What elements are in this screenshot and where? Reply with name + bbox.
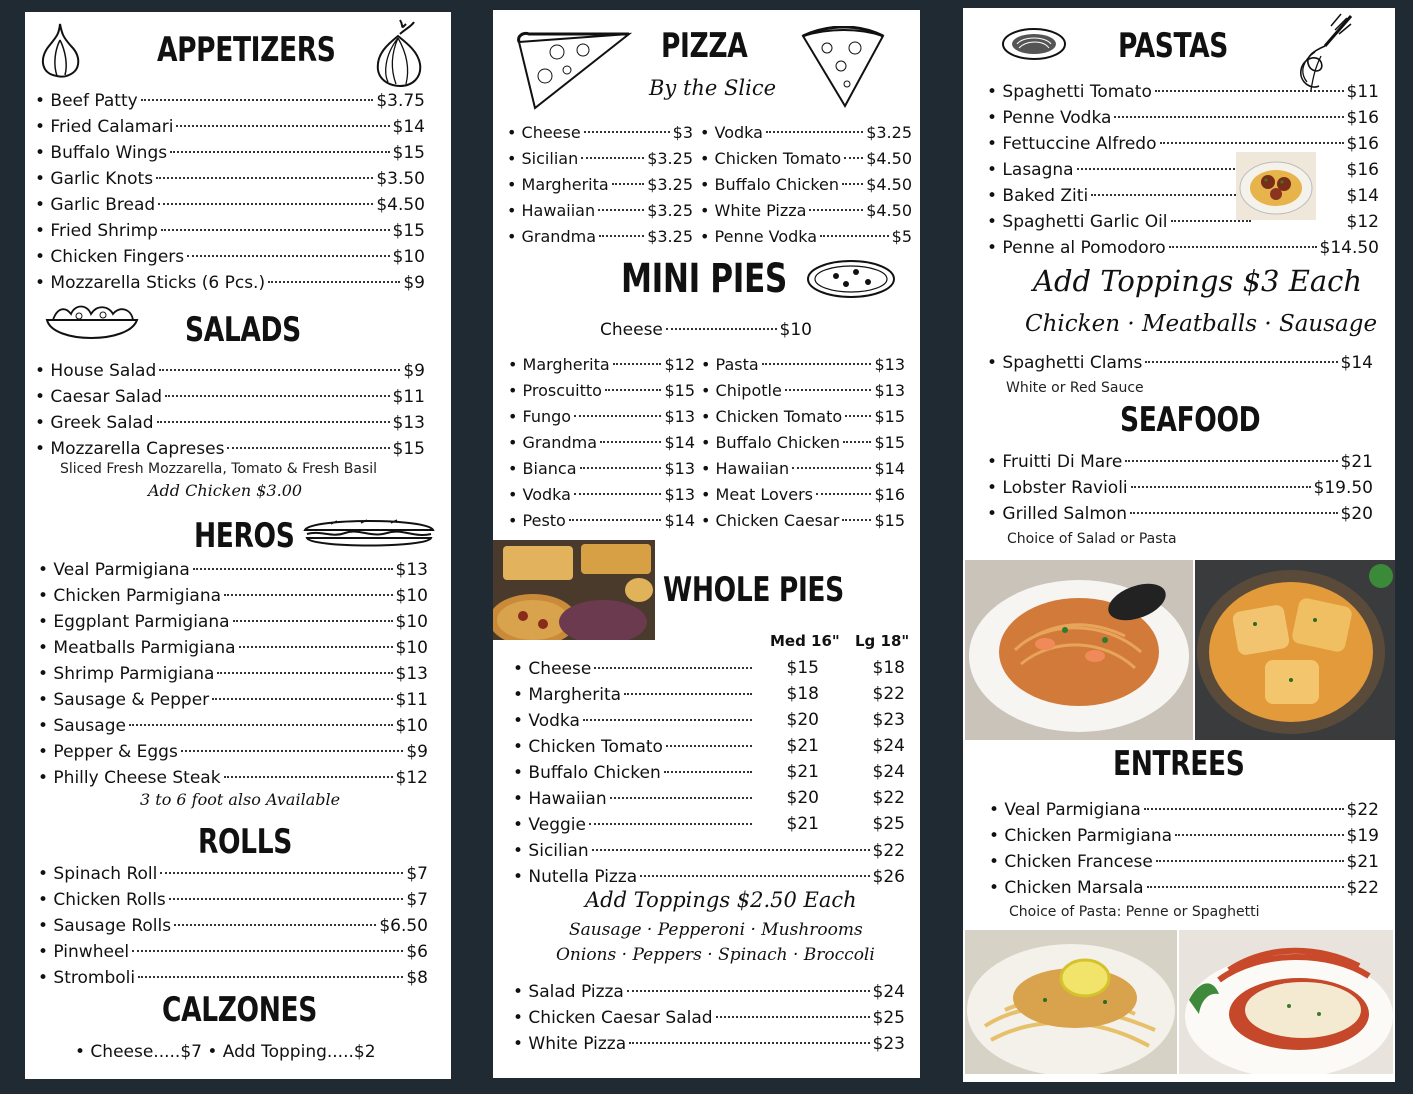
slice-item bbox=[700, 225, 912, 249]
lg-price: $22 bbox=[872, 684, 905, 704]
item-name: • Shrimp Parmigiana bbox=[38, 664, 215, 684]
item-price: $14 bbox=[874, 459, 905, 478]
item-price: $12 bbox=[395, 768, 428, 788]
item-price: $11 bbox=[1346, 82, 1379, 102]
item-name: • Sausage bbox=[38, 716, 126, 736]
whole-pie-item bbox=[513, 787, 755, 811]
item-price: $11 bbox=[395, 690, 428, 710]
item-price: $11 bbox=[392, 387, 425, 407]
item-price: $13 bbox=[874, 381, 905, 400]
item-price: $15 bbox=[874, 407, 905, 426]
salad-bowl-icon bbox=[43, 300, 141, 346]
item-name: • House Salad bbox=[35, 361, 157, 381]
item-name: • Hawaiian bbox=[507, 201, 596, 220]
heros-heading: HEROS bbox=[194, 516, 295, 556]
item-price: $9 bbox=[403, 273, 425, 293]
item-price: $15 bbox=[392, 221, 425, 241]
item-price: $23 bbox=[872, 1034, 905, 1054]
roll-item bbox=[38, 966, 428, 990]
hero-item bbox=[38, 610, 428, 634]
item-price: $4.50 bbox=[866, 201, 912, 220]
slice-item bbox=[507, 121, 693, 145]
item-price: $15 bbox=[664, 381, 695, 400]
seafood-item bbox=[987, 450, 1373, 474]
item-name: • Veggie bbox=[513, 815, 586, 835]
item-price: $3.25 bbox=[647, 149, 693, 168]
entree-item bbox=[989, 850, 1379, 874]
onion-icon bbox=[370, 16, 426, 88]
item-price: $13 bbox=[874, 355, 905, 374]
appetizer-item bbox=[35, 89, 425, 113]
whole-pie-special-item bbox=[513, 980, 905, 1004]
whole-pie-item bbox=[513, 657, 755, 681]
whole-pie-item bbox=[513, 865, 905, 889]
mini-pie-item bbox=[701, 483, 905, 507]
salad-item bbox=[35, 385, 425, 409]
med-price: $15 bbox=[786, 658, 819, 678]
appetizers-heading: APPETIZERS bbox=[157, 30, 336, 70]
mini-pie-item bbox=[508, 483, 695, 507]
item-name: • White Pizza bbox=[700, 201, 807, 220]
item-price: $6 bbox=[406, 942, 428, 962]
pasta-item bbox=[987, 158, 1379, 182]
item-name: • Fettuccine Alfredo bbox=[987, 134, 1157, 154]
item-name: • Margherita bbox=[507, 175, 609, 194]
salad-note: Sliced Fresh Mozzarella, Tomato & Fresh Basil bbox=[60, 461, 378, 477]
item-price: $14 bbox=[1346, 186, 1379, 206]
item-price: $12 bbox=[664, 355, 695, 374]
pizza-slice-icon bbox=[515, 30, 633, 112]
item-price: $22 bbox=[872, 841, 905, 861]
item-name: • Meat Lovers bbox=[701, 485, 813, 504]
item-name: • Penne Vodka bbox=[987, 108, 1112, 128]
item-price: $5 bbox=[891, 227, 912, 246]
item-name: • Sicilian bbox=[507, 149, 579, 168]
item-price: $9 bbox=[406, 742, 428, 762]
item-price: $24 bbox=[872, 982, 905, 1002]
lg-price: $24 bbox=[872, 762, 905, 782]
slice-item bbox=[700, 147, 912, 171]
item-name: • Chicken Caesar bbox=[701, 511, 840, 530]
item-name: • Fungo bbox=[508, 407, 572, 426]
item-price: $13 bbox=[395, 664, 428, 684]
item-name: • Vodka bbox=[700, 123, 763, 142]
item-name: • Chicken Parmigiana bbox=[989, 826, 1173, 846]
seafood-item bbox=[987, 502, 1373, 526]
pizza-slice-icon bbox=[799, 26, 887, 110]
item-name: • Vodka bbox=[513, 711, 580, 731]
salads-heading: SALADS bbox=[185, 310, 301, 350]
item-name: • Hawaiian bbox=[701, 459, 790, 478]
item-name: • Chicken Fingers bbox=[35, 247, 185, 267]
item-name: • Pesto bbox=[508, 511, 566, 530]
whole-pie-item bbox=[513, 735, 755, 759]
left-panel bbox=[25, 12, 451, 1079]
item-name: • Chipotle bbox=[701, 381, 782, 400]
item-price: $3 bbox=[672, 123, 693, 142]
col-med-label: Med 16" bbox=[770, 632, 840, 650]
item-name: • Lasagna bbox=[987, 160, 1074, 180]
appetizer-item bbox=[35, 193, 425, 217]
clams-row: • Spaghetti Clams $14 bbox=[987, 353, 1373, 373]
item-price: $26 bbox=[872, 867, 905, 887]
pasta-item bbox=[987, 80, 1379, 104]
item-name: • Philly Cheese Steak bbox=[38, 768, 221, 788]
whole-toppings-line2: Onions · Peppers · Spinach · Broccoli bbox=[556, 945, 875, 965]
item-price: $15 bbox=[392, 439, 425, 459]
pasta-item bbox=[987, 210, 1379, 234]
pasta-toppings-title: Add Toppings $3 Each bbox=[1033, 264, 1363, 298]
item-name: • Sausage & Pepper bbox=[38, 690, 210, 710]
item-price: $6.50 bbox=[379, 916, 428, 936]
item-price: $20 bbox=[1340, 504, 1373, 524]
item-name: • Eggplant Parmigiana bbox=[38, 612, 230, 632]
item-name: • Beef Patty bbox=[35, 91, 138, 111]
pizza-pie-icon bbox=[806, 258, 896, 300]
item-price: $10 bbox=[395, 716, 428, 736]
item-name: • Fried Shrimp bbox=[35, 221, 158, 241]
hero-item bbox=[38, 636, 428, 660]
calzones-heading: CALZONES bbox=[162, 990, 317, 1030]
med-price: $21 bbox=[786, 736, 819, 756]
item-name: • Caesar Salad bbox=[35, 387, 162, 407]
item-price: $10 bbox=[392, 247, 425, 267]
entree-item bbox=[989, 798, 1379, 822]
item-name: • Pinwheel bbox=[38, 942, 130, 962]
item-name: • Vodka bbox=[508, 485, 571, 504]
med-price: $21 bbox=[786, 762, 819, 782]
med-price: $20 bbox=[786, 710, 819, 730]
item-price: $9 bbox=[403, 361, 425, 381]
slice-item bbox=[507, 147, 693, 171]
pizza-subtitle: By the Slice bbox=[649, 76, 777, 100]
item-price: $4.50 bbox=[866, 149, 912, 168]
salad-item bbox=[35, 411, 425, 435]
pasta-item bbox=[987, 106, 1379, 130]
item-price: $4.50 bbox=[376, 195, 425, 215]
appetizer-item bbox=[35, 141, 425, 165]
hero-item bbox=[38, 558, 428, 582]
hero-item bbox=[38, 740, 428, 764]
entree-item bbox=[989, 876, 1379, 900]
appetizer-item bbox=[35, 115, 425, 139]
roll-item bbox=[38, 914, 428, 938]
mini-pie-item bbox=[508, 431, 695, 455]
lg-price: $23 bbox=[872, 710, 905, 730]
item-price: $21 bbox=[1340, 452, 1373, 472]
item-price: $16 bbox=[1346, 108, 1379, 128]
pasta-item bbox=[987, 236, 1379, 260]
pasta-plate-icon bbox=[1001, 26, 1067, 62]
seafood-heading: SEAFOOD bbox=[1120, 400, 1261, 440]
entrees-heading: ENTREES bbox=[1113, 744, 1245, 784]
lg-price: $22 bbox=[872, 788, 905, 808]
item-price: $13 bbox=[392, 413, 425, 433]
mini-pie-item bbox=[508, 353, 695, 377]
entree-item bbox=[989, 824, 1379, 848]
item-price: $13 bbox=[664, 485, 695, 504]
item-name: • Grilled Salmon bbox=[987, 504, 1128, 524]
seafood-pasta-photo bbox=[965, 560, 1193, 740]
item-name: • Baked Ziti bbox=[987, 186, 1089, 206]
roll-item bbox=[38, 888, 428, 912]
slice-item bbox=[507, 173, 693, 197]
item-price: $3.25 bbox=[647, 227, 693, 246]
item-name: • Lobster Ravioli bbox=[987, 478, 1128, 498]
item-name: • Penne Vodka bbox=[700, 227, 818, 246]
item-price: $7 bbox=[406, 890, 428, 910]
entrees-note: Choice of Pasta: Penne or Spaghetti bbox=[1009, 904, 1260, 920]
seafood-item bbox=[987, 476, 1373, 500]
item-name: • Bianca bbox=[508, 459, 577, 478]
item-price: $10 bbox=[395, 586, 428, 606]
item-name: • Penne al Pomodoro bbox=[987, 238, 1166, 258]
whole-pie-item bbox=[513, 709, 755, 733]
lg-price: $18 bbox=[872, 658, 905, 678]
slice-item bbox=[507, 225, 693, 249]
mini-pie-item bbox=[701, 457, 905, 481]
item-price: $16 bbox=[1346, 160, 1379, 180]
mini-pie-item bbox=[508, 457, 695, 481]
item-name: • Cheese bbox=[507, 123, 581, 142]
roll-item bbox=[38, 940, 428, 964]
item-price: $12 bbox=[1346, 212, 1379, 232]
whole-toppings-line1: Sausage · Pepperoni · Mushrooms bbox=[569, 920, 863, 940]
lobster-ravioli-photo bbox=[1195, 560, 1395, 740]
item-price: $3.25 bbox=[866, 123, 912, 142]
item-name: • Buffalo Chicken bbox=[700, 175, 840, 194]
slice-item bbox=[700, 199, 912, 223]
item-name: • Chicken Francese bbox=[989, 852, 1153, 872]
item-price: $3.25 bbox=[647, 175, 693, 194]
hero-item bbox=[38, 662, 428, 686]
item-price: $3.25 bbox=[647, 201, 693, 220]
clams-note: White or Red Sauce bbox=[1006, 380, 1144, 396]
item-name: • Fried Calamari bbox=[35, 117, 174, 137]
item-price: $22 bbox=[1346, 878, 1379, 898]
item-name: • Grandma bbox=[508, 433, 597, 452]
item-price: $16 bbox=[874, 485, 905, 504]
item-name: • Stromboli bbox=[38, 968, 136, 988]
item-name: • Chicken Tomato bbox=[513, 737, 663, 757]
item-price: $14 bbox=[664, 511, 695, 530]
item-price: $14 bbox=[664, 433, 695, 452]
item-name: • Mozzarella Capreses bbox=[35, 439, 225, 459]
seafood-note: Choice of Salad or Pasta bbox=[1007, 531, 1177, 547]
item-name: • Mozzarella Sticks (6 Pcs.) bbox=[35, 273, 266, 293]
item-price: $4.50 bbox=[866, 175, 912, 194]
pasta-toppings-line: Chicken · Meatballs · Sausage bbox=[1025, 311, 1378, 337]
appetizer-item bbox=[35, 271, 425, 295]
mini-pie-item bbox=[508, 405, 695, 429]
item-name: • Chicken Caesar Salad bbox=[513, 1008, 713, 1028]
item-name: • Veal Parmigiana bbox=[989, 800, 1141, 820]
salad-item bbox=[35, 437, 425, 461]
garlic-icon bbox=[35, 20, 85, 80]
pizza-photo bbox=[493, 540, 655, 640]
item-price: $13 bbox=[395, 560, 428, 580]
item-name: • Margherita bbox=[513, 685, 622, 705]
whole-pies-heading: WHOLE PIES bbox=[663, 570, 844, 610]
item-name: • Buffalo Wings bbox=[35, 143, 168, 163]
item-price: $22 bbox=[1346, 800, 1379, 820]
right-panel bbox=[963, 8, 1395, 1082]
item-price: $10 bbox=[395, 612, 428, 632]
item-price: $15 bbox=[874, 511, 905, 530]
hero-item bbox=[38, 584, 428, 608]
item-name: • White Pizza bbox=[513, 1034, 627, 1054]
whole-pie-item bbox=[513, 813, 755, 837]
col-lg-label: Lg 18" bbox=[855, 632, 910, 650]
item-price: $14 bbox=[392, 117, 425, 137]
calzones-line: • Cheese.....$7 • Add Topping.....$2 bbox=[75, 1042, 376, 1062]
slice-item bbox=[700, 173, 912, 197]
pasta-item bbox=[987, 184, 1379, 208]
item-price: $7 bbox=[406, 864, 428, 884]
appetizer-item bbox=[35, 167, 425, 191]
mini-pies-heading: MINI PIES bbox=[621, 256, 787, 302]
item-name: • Spaghetti Garlic Oil bbox=[987, 212, 1168, 232]
item-name: • Veal Parmigiana bbox=[38, 560, 190, 580]
pasta-photo bbox=[1236, 152, 1316, 220]
mini-pie-item bbox=[508, 509, 695, 533]
item-name: • Chicken Tomato bbox=[701, 407, 843, 426]
item-price: $3.50 bbox=[376, 169, 425, 189]
item-name: • Spinach Roll bbox=[38, 864, 158, 884]
pizza-heading: PIZZA bbox=[661, 26, 748, 66]
item-name: • Fruitti Di Mare bbox=[987, 452, 1123, 472]
med-price: $20 bbox=[786, 788, 819, 808]
chicken-parmigiana-photo bbox=[1179, 930, 1393, 1074]
item-name: • Hawaiian bbox=[513, 789, 607, 809]
item-name: • Chicken Parmigiana bbox=[38, 586, 222, 606]
hero-item bbox=[38, 688, 428, 712]
salad-item bbox=[35, 359, 425, 383]
heros-note: 3 to 6 foot also Available bbox=[140, 790, 341, 809]
item-price: $13 bbox=[664, 407, 695, 426]
whole-pie-item bbox=[513, 839, 905, 863]
item-name: • Sausage Rolls bbox=[38, 916, 172, 936]
mini-pie-item bbox=[701, 431, 905, 455]
mini-cheese-row: Cheese $10 bbox=[600, 320, 812, 340]
item-name: • Pasta bbox=[701, 355, 759, 374]
item-price: $21 bbox=[1346, 852, 1379, 872]
item-price: $3.75 bbox=[376, 91, 425, 111]
item-name: • Salad Pizza bbox=[513, 982, 624, 1002]
item-price: $14.50 bbox=[1319, 238, 1379, 258]
item-price: $10 bbox=[395, 638, 428, 658]
item-price: $15 bbox=[874, 433, 905, 452]
mini-pie-item bbox=[701, 509, 905, 533]
item-price: $13 bbox=[664, 459, 695, 478]
item-name: • Grandma bbox=[507, 227, 596, 246]
item-price: $19 bbox=[1346, 826, 1379, 846]
item-name: • Meatballs Parmigiana bbox=[38, 638, 236, 658]
item-name: • Buffalo Chicken bbox=[701, 433, 841, 452]
slice-item bbox=[507, 199, 693, 223]
whole-pie-special-item bbox=[513, 1006, 905, 1030]
salad-addon: Add Chicken $3.00 bbox=[148, 481, 303, 500]
pasta-item bbox=[987, 132, 1379, 156]
item-price: $16 bbox=[1346, 134, 1379, 154]
whole-pie-item bbox=[513, 761, 755, 785]
item-name: • Garlic Knots bbox=[35, 169, 154, 189]
chicken-francese-photo bbox=[965, 930, 1177, 1074]
whole-toppings-title: Add Toppings $2.50 Each bbox=[585, 888, 857, 912]
item-name: • Chicken Tomato bbox=[700, 149, 842, 168]
mini-pie-item bbox=[508, 379, 695, 403]
item-price: $8 bbox=[406, 968, 428, 988]
lg-price: $25 bbox=[872, 814, 905, 834]
item-name: • Proscuitto bbox=[508, 381, 602, 400]
item-price: $25 bbox=[872, 1008, 905, 1028]
item-name: • Garlic Bread bbox=[35, 195, 156, 215]
item-name: • Spaghetti Tomato bbox=[987, 82, 1152, 102]
hero-item bbox=[38, 714, 428, 738]
mini-pie-item bbox=[701, 379, 905, 403]
mini-pie-item bbox=[701, 405, 905, 429]
pastas-heading: PASTAS bbox=[1118, 26, 1228, 66]
item-name: • Greek Salad bbox=[35, 413, 154, 433]
item-name: • Chicken Rolls bbox=[38, 890, 166, 910]
item-name: • Sicilian bbox=[513, 841, 589, 861]
middle-panel bbox=[493, 10, 920, 1078]
med-price: $18 bbox=[786, 684, 819, 704]
whole-pie-special-item bbox=[513, 1032, 905, 1056]
mini-pie-item bbox=[701, 353, 905, 377]
appetizer-item bbox=[35, 245, 425, 269]
item-name: • Pepper & Eggs bbox=[38, 742, 178, 762]
lg-price: $24 bbox=[872, 736, 905, 756]
item-name: • Cheese bbox=[513, 659, 592, 679]
whole-pie-item bbox=[513, 683, 755, 707]
item-price: $15 bbox=[392, 143, 425, 163]
med-price: $21 bbox=[786, 814, 819, 834]
item-name: • Chicken Marsala bbox=[989, 878, 1144, 898]
item-name: • Buffalo Chicken bbox=[513, 763, 661, 783]
item-name: • Margherita bbox=[508, 355, 610, 374]
roll-item bbox=[38, 862, 428, 886]
item-price: $19.50 bbox=[1313, 478, 1373, 498]
item-name: • Nutella Pizza bbox=[513, 867, 638, 887]
rolls-heading: ROLLS bbox=[198, 822, 292, 862]
hero-item bbox=[38, 766, 428, 790]
hero-sandwich-icon bbox=[301, 516, 437, 550]
slice-item bbox=[700, 121, 912, 145]
appetizer-item bbox=[35, 219, 425, 243]
